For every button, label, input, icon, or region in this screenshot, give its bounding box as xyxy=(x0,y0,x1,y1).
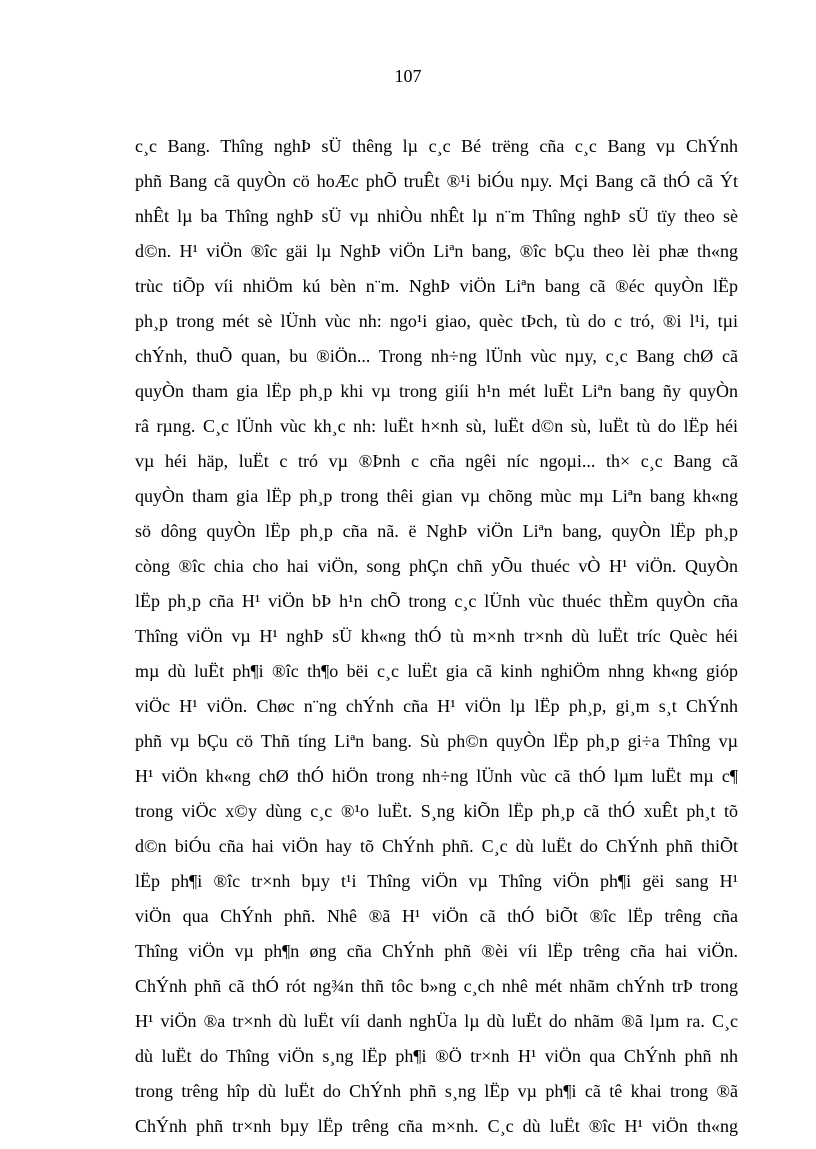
text-line: vµ héi häp, luËt c tró vµ ®Þnh c cña ngêi níc ngoµi... th× c¸c Bang cã xyxy=(135,451,738,471)
text-line: còng ®îc chia cho hai viÖn, song phÇn chñ yÕu thuéc vÒ H¹ viÖn. QuyÒn xyxy=(135,556,738,576)
text-line: quyÒn tham gia lËp ph¸p trong thêi gian vµ chõng mùc mµ Liªn bang kh«ng xyxy=(135,486,738,506)
text-line: nhÊt lµ ba Thîng nghÞ sÜ vµ nhiÒu nhÊt lµ n¨m Thîng nghÞ sÜ tïy theo sè xyxy=(135,206,738,226)
text-line: mµ dù luËt ph¶i ®îc th¶o bëi c¸c luËt gia cã kinh nghiÖm nhng kh«ng gióp xyxy=(135,661,738,681)
text-line: lËp ph¸p cña H¹ viÖn bÞ h¹n chÕ trong c¸c lÜnh vùc thuéc thÈm quyÒn cña xyxy=(135,591,738,611)
text-line: chÝnh, thuÕ quan, bu ®iÖn... Trong nh÷ng lÜnh vùc nµy, c¸c Bang chØ cã xyxy=(135,346,738,366)
page-number: 107 xyxy=(394,66,422,86)
text-line: trong viÖc x©y dùng c¸c ®¹o luËt. S¸ng kiÕn lËp ph¸p cã thÓ xuÊt ph¸t tõ xyxy=(135,801,738,821)
text-line: râ rµng. C¸c lÜnh vùc kh¸c nh: luËt h×nh sù, luËt d©n sù, luËt tù do lËp héi xyxy=(135,416,738,436)
text-line: d©n. H¹ viÖn ®îc gäi lµ NghÞ viÖn Liªn bang, ®îc bÇu theo lèi phæ th«ng xyxy=(135,241,738,261)
text-line: viÖc H¹ viÖn. Chøc n¨ng chÝnh cña H¹ viÖn lµ lËp ph¸p, gi¸m s¸t ChÝnh xyxy=(135,696,738,716)
text-line: lËp ph¶i ®îc tr×nh bµy t¹i Thîng viÖn vµ Thîng viÖn ph¶i gëi sang H¹ xyxy=(135,871,738,891)
text-line: c¸c Bang. Thîng nghÞ sÜ thêng lµ c¸c Bé trëng cña c¸c Bang vµ ChÝnh xyxy=(135,136,738,156)
text-line: phñ vµ bÇu cö Thñ tíng Liªn bang. Sù ph©n quyÒn lËp ph¸p gi÷a Thîng vµ xyxy=(135,731,738,751)
text-line: Thîng viÖn vµ H¹ nghÞ sÜ kh«ng thÓ tù m×nh tr×nh dù luËt tríc Quèc héi xyxy=(135,626,738,646)
text-line: Thîng viÖn vµ ph¶n øng cña ChÝnh phñ ®èi víi lËp trêng cña hai viÖn. xyxy=(135,941,738,961)
text-line: dù luËt do Thîng viÖn s¸ng lËp ph¶i ®Ö tr×nh H¹ viÖn qua ChÝnh phñ nh xyxy=(135,1046,738,1066)
text-line: ChÝnh phñ cã thÓ rót ng¾n thñ tôc b»ng c¸ch nhê mét nhãm chÝnh trÞ trong xyxy=(135,976,738,996)
body-text xyxy=(135,134,738,1149)
text-line: quyÒn tham gia lËp ph¸p khi vµ trong giíi h¹n mét luËt Liªn bang ñy quyÒn xyxy=(135,381,738,401)
text-line: H¹ viÖn ®a tr×nh dù luËt víi danh nghÜa lµ dù luËt do nhãm ®ã lµm ra. C¸c xyxy=(135,1011,738,1031)
text-line: phñ Bang cã quyÒn cö hoÆc phÕ truÊt ®¹i biÓu nµy. Mçi Bang cã thÓ cã Ýt xyxy=(135,171,738,191)
text-line: sö dông quyÒn lËp ph¸p cña nã. ë NghÞ viÖn Liªn bang, quyÒn lËp ph¸p xyxy=(135,521,738,541)
text-line: ph¸p trong mét sè lÜnh vùc nh: ngo¹i giao, quèc tÞch, tù do c tró, ®i l¹i, tµi xyxy=(135,311,738,331)
text-line: trong trêng hîp dù luËt do ChÝnh phñ s¸ng lËp vµ ph¶i cã tê khai trong ®ã xyxy=(135,1081,738,1101)
text-line: ChÝnh phñ tr×nh bµy lËp trêng cña m×nh. C¸c dù luËt ®îc H¹ viÖn th«ng xyxy=(135,1116,738,1136)
text-line: viÖn qua ChÝnh phñ. Nhê ®ã H¹ viÖn cã thÓ biÕt ®îc lËp trêng cña xyxy=(135,906,738,926)
text-line: d©n biÓu cña hai viÖn hay tõ ChÝnh phñ. C¸c dù luËt do ChÝnh phñ thiÕt xyxy=(135,836,738,856)
text-line: trùc tiÕp víi nhiÖm kú bèn n¨m. NghÞ viÖn Liªn bang cã ®éc quyÒn lËp xyxy=(135,276,738,296)
text-line: H¹ viÖn kh«ng chØ thÓ hiÖn trong nh÷ng lÜnh vùc cã thÓ lµm luËt mµ c¶ xyxy=(135,766,738,786)
